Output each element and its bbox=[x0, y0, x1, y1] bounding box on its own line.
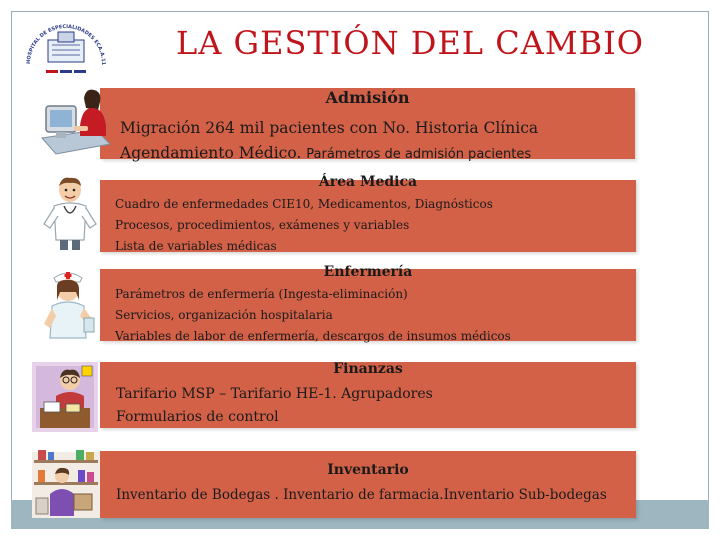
section-line bbox=[120, 144, 531, 162]
section-line: Lista de variables médicas bbox=[115, 239, 277, 253]
logo-arc-text: HOSPITAL DE ESPECIALIDADES ECA.A.11 bbox=[25, 23, 107, 66]
section-inventario bbox=[100, 451, 636, 518]
section-line-part: Agendamiento Médico. bbox=[120, 144, 302, 162]
section-finanzas bbox=[100, 362, 636, 428]
section-line: Inventario de Bodegas . Inventario de farmacia.Inventario Sub-bodegas bbox=[116, 487, 607, 503]
nurse-icon bbox=[36, 266, 100, 346]
section-line: Variables de labor de enfermería, descargos de insumos médicos bbox=[115, 329, 511, 343]
receptionist-computer-icon bbox=[36, 86, 116, 162]
section-line-part: Parámetros de admisión pacientes bbox=[306, 147, 532, 162]
inventory-shelves-icon bbox=[30, 450, 102, 520]
section-line: Servicios, organización hospitalaria bbox=[115, 308, 333, 322]
section-heading: Admisión bbox=[325, 88, 410, 107]
hospital-logo-icon bbox=[20, 14, 112, 80]
section-line: Tarifario MSP – Tarifario HE-1. Agrupadores bbox=[116, 386, 433, 402]
section-admision bbox=[100, 88, 635, 162]
section-line: Cuadro de enfermedades CIE10, Medicamentos, Diagnósticos bbox=[115, 197, 493, 211]
section-line: Migración 264 mil pacientes con No. Historia Clínica bbox=[120, 119, 539, 137]
section-heading: Inventario bbox=[327, 462, 409, 478]
section-line: Parámetros de enfermería (Ingesta-eliminación) bbox=[115, 287, 408, 301]
doctor-icon bbox=[40, 176, 100, 254]
page-title: LA GESTIÓN DEL CAMBIO bbox=[176, 24, 644, 62]
section-area-medica bbox=[100, 174, 636, 253]
section-heading: Finanzas bbox=[333, 361, 403, 377]
accountant-icon bbox=[30, 358, 100, 434]
section-line: Formularios de control bbox=[116, 409, 279, 425]
section-line: Procesos, procedimientos, exámenes y variables bbox=[115, 218, 410, 232]
section-heading: Área Medica bbox=[318, 174, 418, 190]
section-heading: Enfermería bbox=[323, 264, 413, 280]
section-enfermeria bbox=[100, 264, 636, 343]
